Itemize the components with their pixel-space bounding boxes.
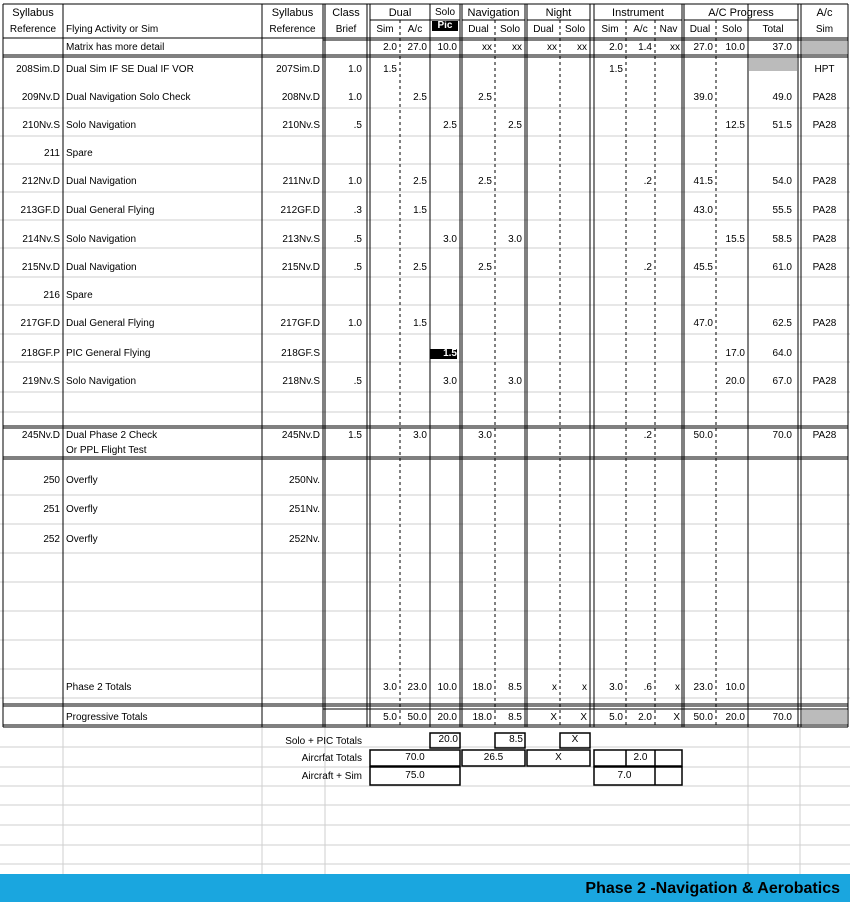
check-activity-2: Or PPL Flight Test xyxy=(66,445,147,456)
row-ref: 210Nv.S xyxy=(22,120,60,131)
row-prog-dual: 43.0 xyxy=(693,205,713,216)
header-prog-dual: Dual xyxy=(689,24,711,35)
row-prog-total: 54.0 xyxy=(772,176,792,187)
carried-forward-inav: xx xyxy=(670,42,680,53)
phase-totals-ps: 10.0 xyxy=(725,682,745,693)
row-ref-2: 210Nv.S xyxy=(282,120,320,131)
row-nav-dual: 2.5 xyxy=(478,176,492,187)
row-brief: .5 xyxy=(353,376,362,387)
row-inst-ac: .2 xyxy=(643,176,652,187)
aircraft-totals-label: Aircrfat Totals xyxy=(301,753,362,764)
row-acsim: PA28 xyxy=(812,92,837,103)
carried-forward-is: 2.0 xyxy=(609,42,623,53)
carried-forward-pt: 37.0 xyxy=(772,42,792,53)
row-dual-ac: 1.5 xyxy=(413,318,427,329)
overfly-ref-2: 252Nv. xyxy=(289,534,320,545)
row-ref: 208Sim.D xyxy=(16,64,60,75)
row-dual-ac: 2.5 xyxy=(413,176,427,187)
progressive-totals-nd: 18.0 xyxy=(472,712,492,723)
progressive-totals-pt: 70.0 xyxy=(772,712,792,723)
carried-forward-ac: 27.0 xyxy=(407,42,427,53)
header-acsim-2: Sim xyxy=(815,24,834,35)
row-ref: 218GF.P xyxy=(21,348,60,359)
row-ref-2: 211Nv.D xyxy=(282,176,320,187)
check-inst-ac: .2 xyxy=(643,430,652,441)
solo-pic-value: 20.0 xyxy=(438,734,458,745)
row-brief: .5 xyxy=(353,234,362,245)
row-solo: 2.5 xyxy=(443,120,457,131)
row-activity: Solo Navigation xyxy=(66,120,137,131)
row-activity: Dual Sim IF SE Dual IF VOR xyxy=(66,64,194,75)
header-brief: Brief xyxy=(335,24,357,35)
carried-forward-solo: 10.0 xyxy=(437,42,457,53)
row-brief: .5 xyxy=(353,120,362,131)
phase-totals-ngd: x xyxy=(552,682,557,693)
aircraft-totals-nav: 26.5 xyxy=(483,752,504,763)
row-ref: 209Nv.D xyxy=(21,92,60,103)
carried-forward-ns: xx xyxy=(512,42,522,53)
row-acsim: PA28 xyxy=(812,234,837,245)
row-activity: Dual General Flying xyxy=(66,205,155,216)
phase-totals-ac: 23.0 xyxy=(407,682,427,693)
phase-totals-ns: 8.5 xyxy=(508,682,522,693)
phase-banner xyxy=(0,874,850,902)
column-lines xyxy=(3,4,848,727)
progressive-totals-sim: 5.0 xyxy=(383,712,397,723)
row-activity: Dual Navigation xyxy=(66,176,137,187)
row-ref: 212Nv.D xyxy=(21,176,60,187)
header-reference: Reference xyxy=(9,24,57,35)
header-solo: Solo xyxy=(434,7,455,18)
row-acsim: PA28 xyxy=(812,376,837,387)
progressive-totals-ia: 2.0 xyxy=(638,712,652,723)
row-acsim: PA28 xyxy=(812,205,837,216)
header-night-solo: Solo xyxy=(564,24,585,35)
progressive-totals-ac: 50.0 xyxy=(407,712,427,723)
header-syllabus-2: Syllabus xyxy=(271,7,314,19)
overfly-activity: Overfly xyxy=(66,475,98,486)
phase-title: Phase 2 -Navigation & Aerobatics xyxy=(585,880,840,897)
header-instrument: Instrument xyxy=(612,7,664,19)
row-solo: 1.5 xyxy=(430,349,457,359)
aircraft-sim-dual: 75.0 xyxy=(405,770,425,781)
row-prog-solo: 12.5 xyxy=(725,120,745,131)
header-inst-nav: Nav xyxy=(659,24,678,35)
carried-forward-pd: 27.0 xyxy=(693,42,713,53)
check-acsim: PA28 xyxy=(812,430,837,441)
row-ref: 215Nv.D xyxy=(21,262,60,273)
row-dual-ac: 2.5 xyxy=(413,92,427,103)
progressive-totals-solo: 20.0 xyxy=(437,712,457,723)
header-matrix-note: Matrix has more detail xyxy=(66,42,165,53)
row-activity: Solo Navigation xyxy=(66,234,137,245)
header-prog-total: Total xyxy=(762,24,784,35)
phase-totals-ia: .6 xyxy=(643,682,652,693)
header-acsim: A/c xyxy=(816,7,833,19)
row-ref-2: 213Nv.S xyxy=(282,234,320,245)
header-dual-ac: A/c xyxy=(407,24,423,35)
row-ref: 213GF.D xyxy=(20,205,60,216)
row-prog-total: 51.5 xyxy=(772,120,792,131)
row-acsim: PA28 xyxy=(812,262,837,273)
row-prog-dual: 47.0 xyxy=(693,318,713,329)
row-prog-total: 62.5 xyxy=(772,318,792,329)
carried-forward-ngs: xx xyxy=(577,42,587,53)
row-activity: PIC General Flying xyxy=(66,348,151,359)
phase-totals-is: 3.0 xyxy=(609,682,623,693)
row-ref: 219Nv.S xyxy=(22,376,60,387)
aircraft-totals-dual: 70.0 xyxy=(405,752,425,763)
row-prog-solo: 15.5 xyxy=(725,234,745,245)
carried-forward-ngd: xx xyxy=(547,42,557,53)
header-inst-ac: A/c xyxy=(633,24,648,35)
row-ref-2: 218Nv.S xyxy=(282,376,320,387)
row-lines xyxy=(3,4,848,727)
header-dual-sim: Sim xyxy=(376,24,394,35)
phase-totals-nd: 18.0 xyxy=(472,682,492,693)
check-ref-2: 245Nv.D xyxy=(281,430,320,441)
check-prog-total: 70.0 xyxy=(772,430,792,441)
row-prog-total: 49.0 xyxy=(772,92,792,103)
check-ref: 245Nv.D xyxy=(21,430,60,441)
aircraft-totals-inst: 2.0 xyxy=(633,752,648,763)
row-brief: 1.0 xyxy=(348,92,362,103)
row-prog-total: 64.0 xyxy=(772,348,792,359)
check-activity: Dual Phase 2 Check xyxy=(66,430,158,441)
check-dual-ac: 3.0 xyxy=(413,430,427,441)
progressive-totals-pd: 50.0 xyxy=(693,712,713,723)
carried-forward-nd: xx xyxy=(482,42,492,53)
solo-pic-night: X xyxy=(571,734,579,745)
check-nav-dual: 3.0 xyxy=(478,430,492,441)
phase-totals-inav: x xyxy=(675,682,680,693)
overfly-activity: Overfly xyxy=(66,534,98,545)
overfly-ref-2: 250Nv. xyxy=(289,475,320,486)
overfly-activity: Overfly xyxy=(66,504,98,515)
phase-totals-solo: 10.0 xyxy=(437,682,457,693)
row-prog-solo: 17.0 xyxy=(725,348,745,359)
row-inst-sim: 1.5 xyxy=(609,64,623,75)
row-dual-ac: 2.5 xyxy=(413,262,427,273)
header-pic: Pic xyxy=(432,21,458,31)
row-solo: 3.0 xyxy=(443,234,457,245)
row-ref-2: 207Sim.D xyxy=(276,64,320,75)
row-inst-ac: .2 xyxy=(643,262,652,273)
carried-forward-ia: 1.4 xyxy=(638,42,652,53)
row-acsim: PA28 xyxy=(812,176,837,187)
row-activity: Dual Navigation Solo Check xyxy=(66,92,191,103)
row-nav-solo: 2.5 xyxy=(508,120,522,131)
row-acsim: HPT xyxy=(814,64,835,75)
row-brief: 1.0 xyxy=(348,176,362,187)
row-ref: 217GF.D xyxy=(20,318,60,329)
row-nav-dual: 2.5 xyxy=(478,92,492,103)
overfly-ref: 250 xyxy=(43,475,60,486)
row-activity: Spare xyxy=(66,148,93,159)
row-prog-solo: 20.0 xyxy=(725,376,745,387)
row-solo: 3.0 xyxy=(443,376,457,387)
row-prog-total: 55.5 xyxy=(772,205,792,216)
header-class: Class xyxy=(332,7,360,19)
row-nav-solo: 3.0 xyxy=(508,376,522,387)
row-dual-ac: 1.5 xyxy=(413,205,427,216)
header-activity: Flying Activity or Sim xyxy=(66,24,159,35)
check-prog-dual: 50.0 xyxy=(693,430,713,441)
header-night: Night xyxy=(545,7,572,19)
row-activity: Solo Navigation xyxy=(66,376,137,387)
row-dual-sim: 1.5 xyxy=(383,64,397,75)
phase-totals-pd: 23.0 xyxy=(693,682,713,693)
row-activity: Spare xyxy=(66,290,93,301)
phase-totals-ngs: x xyxy=(582,682,587,693)
row-prog-total: 58.5 xyxy=(772,234,792,245)
aircraft-totals-night: X xyxy=(555,752,562,763)
overfly-ref: 252 xyxy=(43,534,60,545)
row-ref-2: 217GF.D xyxy=(280,318,320,329)
check-brief: 1.5 xyxy=(348,430,362,441)
row-prog-dual: 41.5 xyxy=(693,176,713,187)
row-ref: 214Nv.S xyxy=(22,234,60,245)
header-navigation: Navigation xyxy=(467,7,520,19)
row-activity: Dual General Flying xyxy=(66,318,155,329)
header-inst-sim: Sim xyxy=(601,24,619,35)
row-ref: 216 xyxy=(43,290,60,301)
phase-totals-label: Phase 2 Totals xyxy=(66,682,132,693)
row-prog-dual: 45.5 xyxy=(693,262,713,273)
progressive-totals-inav: X xyxy=(673,712,680,723)
header-dual: Dual xyxy=(388,7,412,19)
row-ref-2: 215Nv.D xyxy=(281,262,320,273)
progressive-totals-label: Progressive Totals xyxy=(66,712,148,723)
header-reference-2: Reference xyxy=(269,24,316,35)
progressive-totals-ngd: X xyxy=(550,712,557,723)
row-acsim: PA28 xyxy=(812,120,837,131)
carried-forward-sim: 2.0 xyxy=(383,42,397,53)
row-brief: 1.0 xyxy=(348,318,362,329)
row-ref-2: 208Nv.D xyxy=(281,92,320,103)
overfly-ref-2: 251Nv. xyxy=(289,504,320,515)
progressive-totals-is: 5.0 xyxy=(609,712,623,723)
header-ac-progress: A/C Progress xyxy=(708,7,774,19)
row-prog-dual: 39.0 xyxy=(693,92,713,103)
header-syllabus: Syllabus xyxy=(12,7,54,19)
progressive-totals-ngs: X xyxy=(580,712,587,723)
header-night-dual: Dual xyxy=(533,24,554,35)
row-acsim: PA28 xyxy=(812,318,837,329)
solo-pic-label: Solo + PIC Totals xyxy=(285,736,362,747)
row-prog-total: 61.0 xyxy=(772,262,792,273)
progressive-totals-ns: 8.5 xyxy=(508,712,522,723)
row-nav-dual: 2.5 xyxy=(478,262,492,273)
row-nav-solo: 3.0 xyxy=(508,234,522,245)
header-nav-solo: Solo xyxy=(499,24,520,35)
row-prog-total: 67.0 xyxy=(772,376,792,387)
phase-totals-sim: 3.0 xyxy=(383,682,397,693)
aircraft-sim-inst: 7.0 xyxy=(617,770,632,781)
row-ref: 211 xyxy=(44,148,60,159)
aircraft-sim-label: Aircraft + Sim xyxy=(301,771,362,782)
header-nav-dual: Dual xyxy=(468,24,489,35)
row-brief: .3 xyxy=(353,205,362,216)
row-brief: .5 xyxy=(353,262,362,273)
row-ref-2: 212GF.D xyxy=(280,205,320,216)
overfly-ref: 251 xyxy=(43,504,60,515)
carried-forward-ps: 10.0 xyxy=(725,42,745,53)
row-brief: 1.0 xyxy=(348,64,362,75)
row-ref-2: 218GF.S xyxy=(281,348,320,359)
progressive-totals-ps: 20.0 xyxy=(725,712,745,723)
row-activity: Dual Navigation xyxy=(66,262,137,273)
solo-pic-nav: 8.5 xyxy=(509,734,523,745)
header-prog-solo: Solo xyxy=(721,24,742,35)
